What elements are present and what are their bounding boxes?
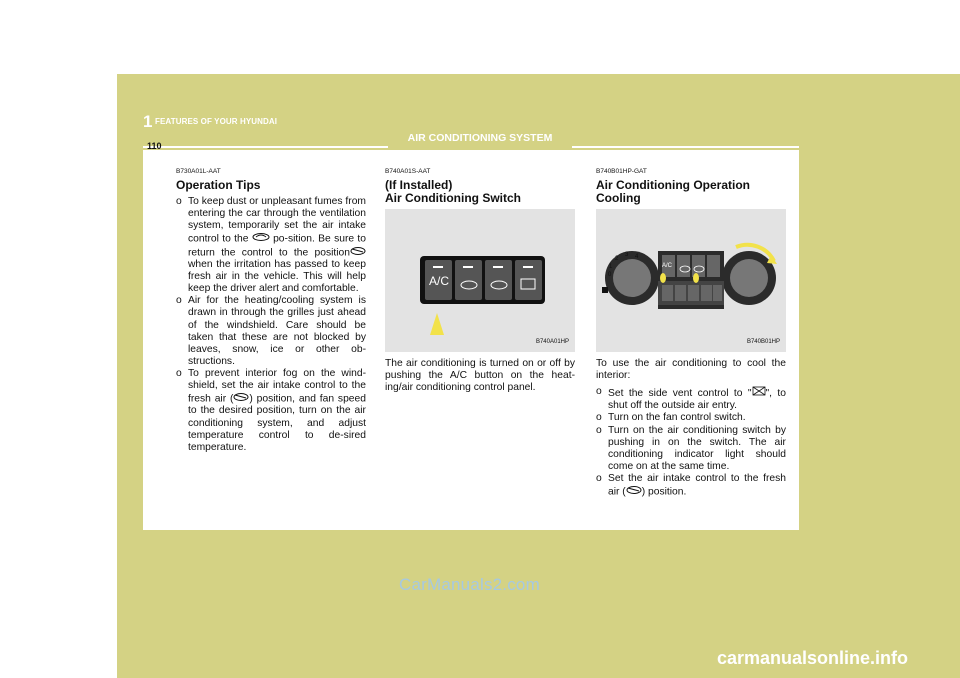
section-tab-label: AIR CONDITIONING SYSTEM [407,132,553,144]
ac-cooling-figure [596,209,786,352]
fresh-air-icon [350,246,366,259]
dial-number: 1 [609,264,613,271]
section-tab [388,129,572,148]
figure-caption: B740B01HP [746,339,780,345]
dial-number: 0 [608,272,612,279]
dial-number: 3 [625,252,629,259]
section-heading: Air Conditioning Operation Cooling [596,178,750,206]
section-code: B740B01HP-GAT [596,168,647,175]
ac-button-label: A/C [429,274,450,289]
closed-vent-icon [752,386,766,400]
recirculated-air-icon [252,232,270,245]
ac-switch-figure [385,209,575,352]
section-heading: (If Installed) Air Conditioning Switch [385,178,521,206]
list-item: o Air for the heating/cooling system is drawn in through the grilles just ahead of the windshield. Care should be taken that these are not blocked by leaves, snow, ice or other ob-structions. [176,295,366,368]
column-operation-tips [176,166,366,454]
list-item: o Turn on the fan control switch. [596,412,786,424]
list-item: o Turn on the air conditioning switch by pushing in on the switch. The air conditioning indicator light should come on at the same time. [596,425,786,473]
list-item: o To keep dust or unpleasant fumes from entering the car through the ventilation system, temporarily set the air intake control to the po-sition. Be sure to return the control to the positionwhen the irritation has passed to keep fresh air in the vehicle. This will help keep the driver alert and comfortable. [176,196,366,295]
tips-list [176,196,366,454]
section-code: B740A01S-AAT [385,168,431,175]
figure-caption: B740A01HP [535,339,569,345]
dial-number: 2 [615,256,619,263]
section-code: B730A01L-AAT [176,168,221,175]
column-ac-switch [385,166,575,394]
ac-button-label: A/C [662,263,673,270]
fresh-air-icon [233,392,249,405]
list-item: o Set the side vent control to " ", to shut off the outside air entry. [596,386,786,412]
ac-panel-illustration [596,209,786,352]
section-heading: Operation Tips [176,178,261,193]
cooling-intro: To use the air conditioning to cool the interior: [596,358,786,382]
page-number: 110 [147,141,162,151]
watermark-carmanuals2: CarManuals2.com [399,575,540,594]
chapter-number: 1 [143,112,153,131]
dial-number: 4 [635,254,639,261]
list-item: o Set the air intake control to the fresh air ( ) position. [596,473,786,498]
ac-switch-illustration [385,209,575,352]
watermark-carmanualsonline: carmanualsonline.info [717,648,909,668]
list-item: o To prevent interior fog on the wind-shield, set the air intake control to the fresh air ( ) position, and fan speed to the desired position, turn on the air conditioning system, and adjust temperature control to de-sired temperature. [176,368,366,454]
fresh-air-icon [626,485,642,498]
cooling-steps-list [596,386,786,498]
ac-switch-description: The air conditioning is turned on or off by pushing the A/C button on the heat-ing/air conditioning control panel. [385,358,575,394]
chapter-title: FEATURES OF YOUR HYUNDAI [155,117,278,126]
column-ac-cooling [596,166,786,498]
header-divider [143,148,799,150]
